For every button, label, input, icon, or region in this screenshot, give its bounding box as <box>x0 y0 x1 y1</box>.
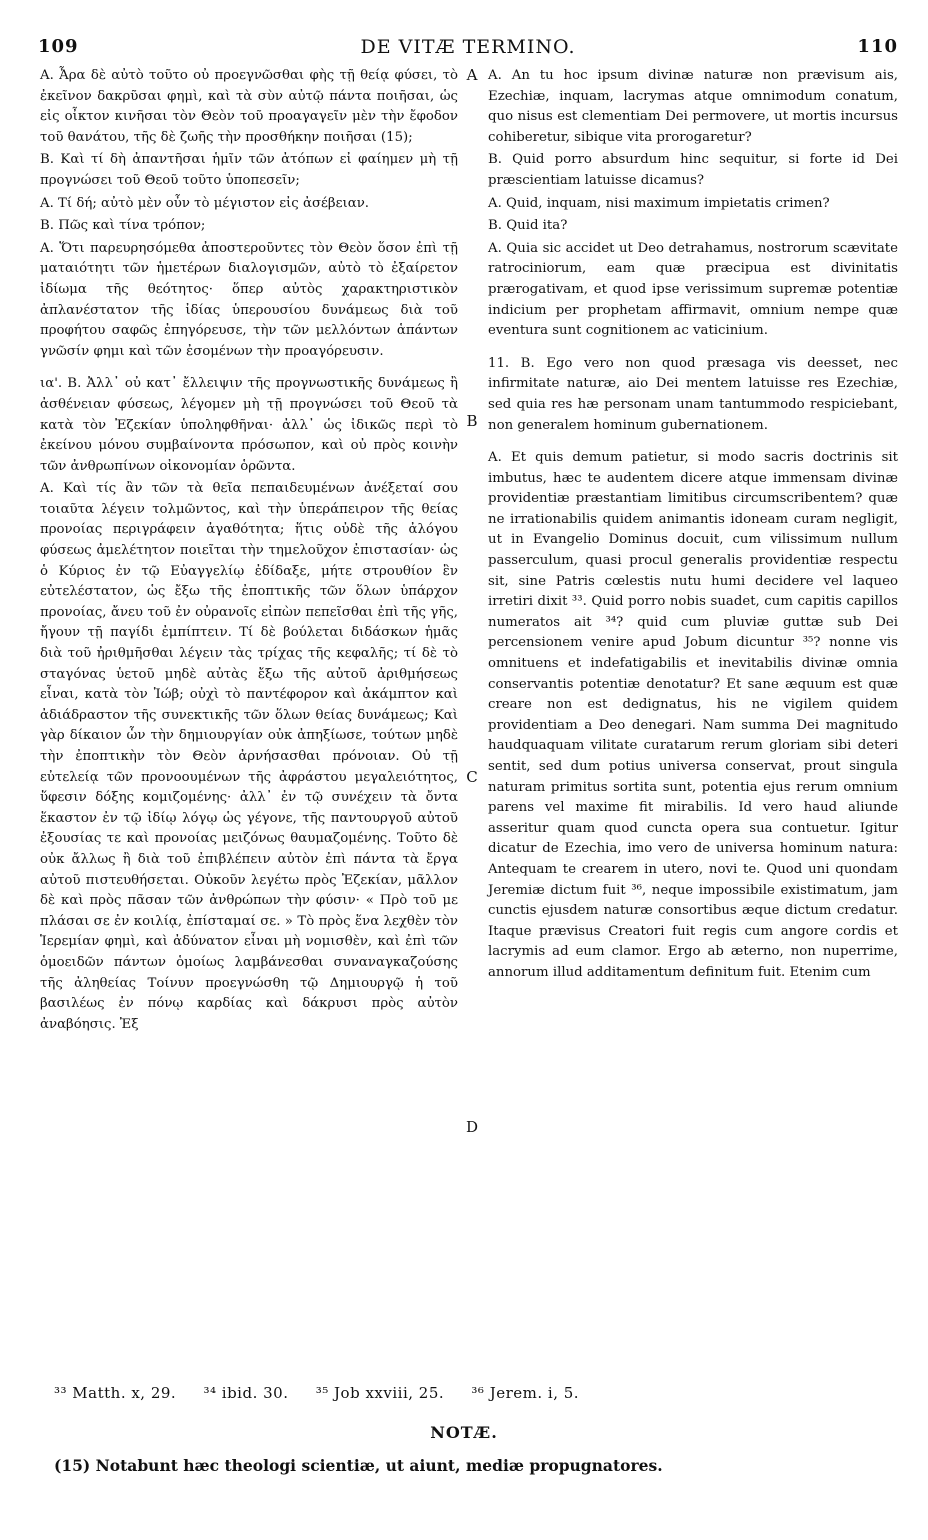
greek-paragraph: A. Τί δή; αὐτὸ μὲν οὖν τὸ μέγιστον εἰς ἀσέβειαν. <box>40 195 370 211</box>
greek-paragraph: A. Ἆρα δὲ αὐτὸ τοῦτο οὐ προεγνῶσθαι φὴς τῇ θείᾳ φύσει, τὸ ἐκεῖνον δακρῦσαι φημὶ, καὶ τὰ σὺν αὐτῷ πάντα ποιῆσαι, ὡς εἰς οἶκτον κινῆσαι τὸν Θεὸν τοῦ προαγαγεῖν μὲν τὴν ἔφοδον τοῦ θανάτου, τῆς δὲ ζωῆς τὴν προσθήκην ποιῆσαι (15); <box>40 68 458 145</box>
greek-column <box>40 66 458 1037</box>
latin-paragraph: A. An tu hoc ipsum divinæ naturæ non prævisum ais, Ezechiæ, inquam, lacrymas atque omnimodum conatum, quo nisus est clementiam Dei permovere, ut mortis incursus cohiberetur, sibique vita prorogaretur? <box>488 68 898 145</box>
page-number-left: 109 <box>38 36 79 57</box>
page-number-right: 110 <box>857 36 898 57</box>
notes-heading: NOTÆ. <box>430 1423 498 1442</box>
margin-letter-c: C <box>466 768 478 786</box>
notes-text: (15) Notabunt hæc theologi scientiæ, ut aiunt, mediæ propugnatores. <box>54 1456 663 1475</box>
footnote: ³⁵ Job xxviii, 25. <box>315 1384 445 1402</box>
greek-paragraph: B. Καὶ τί δὴ ἀπαντῆσαι ἡμῖν τῶν ἀτόπων εἰ φαίημεν μὴ τῇ προγνώσει τοῦ Θεοῦ τοῦτο ὑποπεσεῖν; <box>40 152 458 188</box>
footnotes <box>54 1384 888 1402</box>
running-header <box>38 36 898 64</box>
greek-paragraph: A. Καὶ τίς ἂν τῶν τὰ θεῖα πεπαιδευμένων ἀνέξεταί σου τοιαῦτα λέγειν τολμῶντος, καὶ τὴν ὑπεράπειρον τῆς θείας προνοίας περιγράφειν ἀγαθότητα; ἥτις οὐδὲ τῆς ἀλόγου φύσεως ἀμελέτητον ποιεῖται τὴν τημελοῦχον ἐπιστασίαν· ὡς ὁ Κύριος ἐν τῷ Εὐαγγελίῳ ἐδίδαξε, μήτε στρουθίον ἓν εὐτελέστατον, ὡς ἔξω τῆς ἐποπτικῆς τῶν ὅλων ὑπάρχον προνοίας, ἄνευ τοῦ ἐν οὐρανοῖς εἰπὼν πεπεῖσθαι ἐπὶ τῆς γῆς, ἤγουν τῇ παγίδι ἐμπίπτειν. Τί δὲ βούλεται διδάσκων ἡμᾶς διὰ τοῦ ἠριθμῆσθαι λέγειν τὰς τρίχας τῆς κεφαλῆς; τί δὲ τὸ σταγόνας ὑετοῦ μηδὲ αὐτὰς ἔξω τῆς αὐτοῦ ἀριθμήσεως εἶναι, κατὰ τὸν Ἰώβ; οὐχὶ τὸ παντέφορον καὶ ἀκάμπτον καὶ ἀδιάδραστον τῆς συνεκτικῆς τῶν ὅλων θείας δυνάμεως; Καὶ γὰρ δίκαιον ὧν τὴν δημιουργίαν οὐκ ἀπηξίωσε, τούτων μηδὲ τὴν ἐποπτικὴν τὸν Θεὸν ἀρνήσασθαι πρόνοιαν. Οὐ τῇ εὐτελείᾳ τῶν προνοουμένων τῆς ἀφράστου μεγαλειότητος, ὕφεσιν δόξης κομιζομένης· ἀλλ᾽ ἐν τῷ συνέχειν τὰ ὄντα ἕκαστον ἐν τῷ ἰδίῳ λόγῳ ὡς γέγονε, τῆς παντουργοῦ αὐτοῦ ἐξουσίας τε καὶ προνοίας μειζόνως θαυμαζομένης. Τοῦτο δὲ οὐκ ἄλλως ἢ διὰ τοῦ ἐπιβλέπειν αὐτὸν ἐπὶ πάντα τὰ ἔργα αὐτοῦ πιστευθήσεται. Οὐκοῦν λεγέτω πρὸς Ἐζεκίαν, μᾶλλον δὲ καὶ πρὸς πᾶσαν τῶν ἀνθρώπων τὴν φύσιν· « Πρὸ τοῦ με πλάσαι σε ἐν κοιλίᾳ, ἐπίσταμαί σε. » Τὸ πρὸς ἕνα λεχθὲν τὸν Ἱερεμίαν φημὶ, καὶ ἀδύνατον εἶναι μὴ νομισθὲν, καὶ ἐπὶ τῶν ὁμοειδῶν πάντων ὁμοίως λαμβάνεσθαι συναναγκαζούσης τῆς ἀληθείας Τοίνυν προεγνώσθη τῷ Δημιουργῷ ἡ τοῦ βασιλέως ἐν πόνῳ καρδίας καὶ δάκρυσι πρὸς αὐτὸν ἀναβόησις. Ἐξ <box>40 481 458 1032</box>
latin-paragraph: 11. B. Ego vero non quod præsaga vis deesset, nec infirmitate naturæ, aio Dei mentem latuisse res Ezechiæ, sed quia res hæ personam unam tantummodo respiciebant, non generalem hominum gubernationem. <box>488 355 898 433</box>
greek-paragraph: ια'. B. Ἀλλ᾽ οὐ κατ᾽ ἔλλειψιν τῆς προγνωστικῆς δυνάμεως ἢ ἀσθένειαν φύσεως, λέγομεν μὴ τῇ προγνώσει τοῦ Θεοῦ τὰ κατὰ τὸν Ἐζεκίαν ὑποληφθῆναι· ἀλλ᾽ ὡς ἰδικῶς περὶ τὸ ἐκείνου μόνου συμβαίνοντα πρόσωπον, καὶ οὐ πρὸς κοινὴν τῶν ἀνθρωπίνων οἰκονομίαν ὁρῶντα. <box>40 376 458 474</box>
greek-paragraph: A. Ὅτι παρευρησόμεθα ἀποστεροῦντες τὸν Θεὸν ὅσον ἐπὶ τῇ ματαιότητι τῶν ἡμετέρων διαλογισμῶν, αὐτὸ τὸ ἐξαίρετον ἰδίωμα τῆς θεότητος· ὅπερ αὐτὸς χαρακτηριστικὸν ἀπλανέστατον τῆς ἰδίας ὑπερουσίου δυνάμεως διὰ τοῦ προφήτου σαφῶς ἐπηγόρευσε, τὴν τῶν μελλόντων ἁπάντων γνῶσίν φημι καὶ τῶν ἐσομένων τὴν προαγόρευσιν. <box>40 240 458 359</box>
margin-letter-b: B <box>466 412 478 430</box>
latin-paragraph: B. Quid porro absurdum hinc sequitur, si forte id Dei præscientiam latuisse dicamus? <box>488 152 898 188</box>
greek-paragraph: B. Πῶς καὶ τίνα τρόπον; <box>40 218 206 234</box>
latin-column <box>488 66 898 986</box>
running-title: DE VITÆ TERMINO. <box>360 36 576 58</box>
footnote: ³³ Matth. x, 29. <box>54 1384 177 1402</box>
footnote: ³⁶ Jerem. i, 5. <box>471 1384 580 1402</box>
footnote: ³⁴ ibid. 30. <box>203 1384 289 1402</box>
margin-letter-d: D <box>465 1118 479 1136</box>
latin-paragraph: A. Quid, inquam, nisi maximum impietatis crimen? <box>488 195 830 211</box>
margin-letter-a: A <box>466 66 478 84</box>
latin-paragraph: B. Quid ita? <box>488 218 568 234</box>
latin-paragraph: A. Quia sic accidet ut Deo detrahamus, nostrorum scævitate ratrociniorum, eam quæ præcipua est divinitatis prærogativam, et quod ipse verissimum supremæ potentiæ indicium per prophetam affirmavit, omnium nempe quæ eventura sunt cognitionem ac vaticinium. <box>488 240 898 339</box>
latin-paragraph: A. Et quis demum patietur, si modo sacris doctrinis sit imbutus, hæc te audentem dicere atque immensam divinæ providentiæ præstantiam limitibus circumscribentem? quæ ne irrationabilis quidem animantis idoneam curam negligit, ut in Evangelio Dominus docuit, cum vilissimum nullum passerculum, quasi procul generalis providentiæ respectu sit, sine Patris cœlestis nutu humi decidere vel laqueo irretiri dixit ³³. Quid porro nobis suadet, cum capitis capillos numeratos ait ³⁴? quid cum pluviæ guttæ sub Dei percensionem venire apud Jobum dicuntur ³⁵? nonne vis omnituens et indefatigabilis et inevitabilis divinæ omnia conservantis potentiæ denotatur? Et sane æquum est quæ creare non est dedignatus, his ne vigilem quidem providentiam a Deo denegari. Nam summa Dei magnitudo haudquaquam vilitate curatarum rerum gloriam sibi deteri sentit, sed dum potius universa conservat, prout singula naturam primitus sortita sunt, potentia ejus rerum omnium parens vel maxime fit mirabilis. Id vero haud aliunde asseritur quam quod cuncta opera sua contuetur. Igitur dicatur de Ezechia, imo vero de universa hominum natura: Antequam te crearem in utero, novi te. Quod uni quondam Jeremiæ dictum fuit ³⁶, neque impossibile existimatum, jam cunctis ejusdem naturæ consortibus æque dictum credatur. Itaque prævisus Creatori fuit regis cum angore cordis et lacrymis ad eum clamor. Ergo ab æterno, non nuperrime, annorum illud additamentum definitum fuit. Etenim cum <box>488 450 898 980</box>
